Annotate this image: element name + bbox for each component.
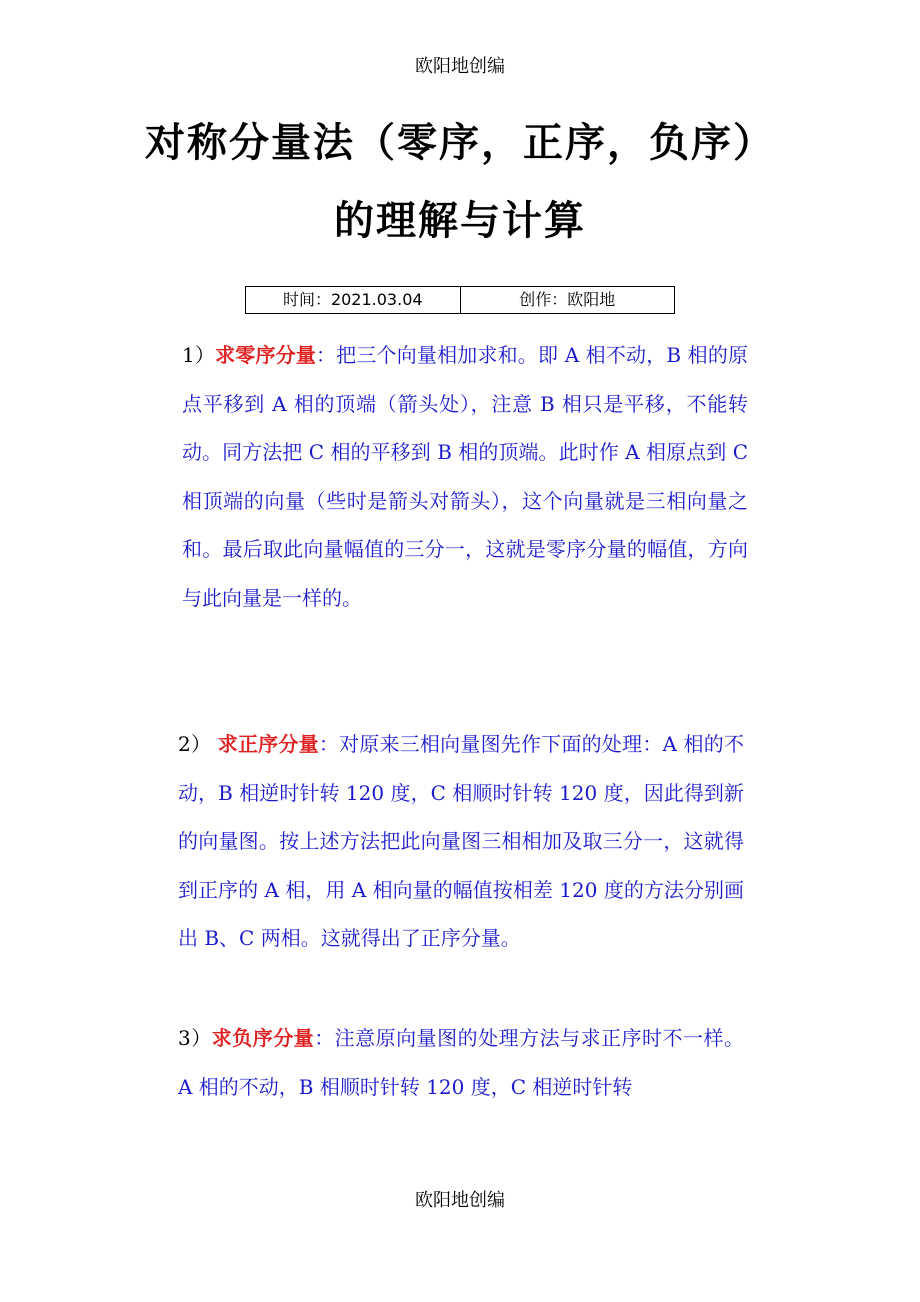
section-number: 3） <box>178 1026 212 1050</box>
section-zero-sequence <box>182 331 748 622</box>
section-text: ：把三个向量相加求和。即 A 相不动，B 相的原点平移到 A 相的顶端（箭头处），注意 B 相只是平移，不能转动。同方法把 C 相的平移到 B 相的顶端。此时作 A 相原点到 C 相顶端的向量（些时是箭头对箭头），这个向量就是三相向量之和。最后取此向量幅值的三分一，这就是零序分量的幅值，方向与此向量是一样的。 <box>182 343 748 610</box>
section-positive-sequence <box>178 720 744 963</box>
section-keyword: 求正序分量 <box>217 732 319 756</box>
section-text: ：注意原向量图的处理方法与求正序时不一样。A 相的不动，B 相顺时针转 120 度，C 相逆时针转 <box>178 1026 745 1099</box>
meta-author: 创作：欧阳地 <box>460 287 675 313</box>
section-keyword: 求零序分量 <box>215 343 316 367</box>
document-title: 对称分量法（零序，正序，负序）的理解与计算 <box>145 119 775 244</box>
page-header: 欧阳地创编 <box>415 56 505 77</box>
section-negative-sequence <box>178 1014 744 1111</box>
section-number: 2） <box>178 732 218 756</box>
section-keyword: 求负序分量 <box>211 1026 315 1050</box>
meta-time: 时间：2021.03.04 <box>282 290 423 309</box>
meta-table <box>245 286 675 314</box>
page-footer: 欧阳地创编 <box>415 1190 505 1211</box>
section-text: ：对原来三相向量图先作下面的处理：A 相的不动，B 相逆时针转 120 度，C 相顺时针转 120 度，因此得到新的向量图。按上述方法把此向量图三相相加及取三分一，这就得到正序的 A 相，用 A 相向量的幅值按相差 120 度的方法分别画出 B、C 两相。这就得出了正序分量。 <box>178 732 744 950</box>
section-number: 1） <box>182 343 216 367</box>
